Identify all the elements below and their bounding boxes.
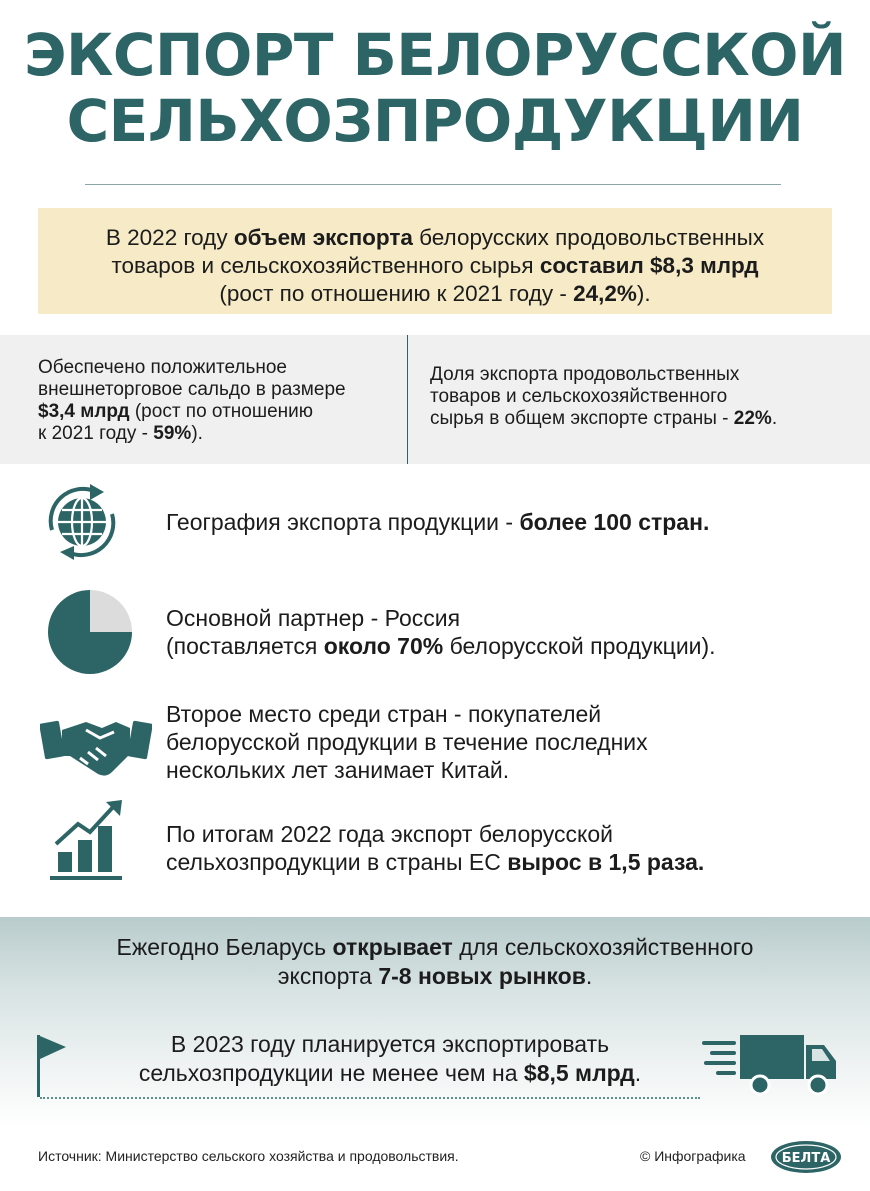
truck-icon bbox=[700, 1029, 840, 1099]
handshake-icon bbox=[40, 708, 152, 784]
share-text: сырья в общем экспорте страны - bbox=[430, 408, 734, 429]
lead-text: белорусских продовольственных bbox=[412, 225, 765, 250]
balance-line-4 bbox=[38, 423, 398, 445]
balance-line-1: Обеспечено положительное bbox=[38, 357, 287, 378]
china-line-3: нескольких лет занимает Китай. bbox=[166, 757, 510, 783]
share-value: 22% bbox=[733, 408, 772, 429]
title-divider bbox=[85, 184, 781, 185]
globe-arrows-icon bbox=[38, 478, 126, 566]
logo-text: БЕЛТА bbox=[781, 1151, 831, 1166]
plan-dotted-line bbox=[40, 1097, 700, 1099]
plan-target: $8,5 млрд bbox=[523, 1060, 635, 1086]
title-line-1: ЭКСПОРТ БЕЛОРУССКОЙ bbox=[23, 21, 847, 89]
balance-line-2: внешнеторговое сальдо в размере bbox=[38, 379, 346, 400]
growth-chart-icon bbox=[48, 798, 128, 882]
balance-text: (рост по отношению bbox=[129, 401, 314, 422]
lead-text: товаров и сельскохозяйственного сырья bbox=[111, 253, 540, 278]
belta-logo bbox=[770, 1139, 842, 1175]
china-text bbox=[166, 700, 648, 784]
share-line-3 bbox=[430, 408, 850, 430]
page-title bbox=[0, 22, 870, 154]
lead-line-2 bbox=[38, 252, 832, 280]
annual-line-2 bbox=[0, 962, 870, 991]
lead-highlight: 24,2% bbox=[573, 281, 637, 306]
lead-text: (рост по отношению к 2021 году - bbox=[219, 281, 574, 306]
stats-divider bbox=[407, 335, 408, 464]
lead-text: ). bbox=[636, 281, 651, 306]
balance-line-3 bbox=[38, 401, 398, 423]
plan-text-part: . bbox=[634, 1060, 642, 1086]
export-share-stat bbox=[430, 364, 850, 430]
partner-line-1: Основной партнер - Россия bbox=[166, 605, 461, 631]
annual-text: для сельскохозяйственного bbox=[452, 934, 754, 960]
annual-highlight: открывает bbox=[332, 934, 453, 960]
pie-chart-icon bbox=[44, 588, 136, 676]
plan-line-1: В 2023 году планируется экспортировать bbox=[170, 1031, 610, 1057]
source-note: Источник: Министерство сельского хозяйства и продовольствия. bbox=[38, 1148, 459, 1164]
share-line-1: Доля экспорта продовольственных bbox=[430, 364, 740, 385]
plan-text-part: сельхозпродукции не менее чем на bbox=[138, 1060, 524, 1086]
partner-line-2 bbox=[166, 632, 716, 660]
annual-line-1 bbox=[0, 933, 870, 962]
flag-icon bbox=[34, 1033, 68, 1099]
eu-growth: вырос в 1,5 раза. bbox=[507, 849, 705, 875]
partner-text-part: белорусской продукции). bbox=[443, 633, 716, 659]
new-markets-text bbox=[0, 933, 870, 991]
annual-text: экспорта bbox=[277, 963, 379, 989]
lead-highlight: составил $8,3 млрд bbox=[539, 253, 759, 278]
lead-text: В 2022 году bbox=[105, 225, 234, 250]
stats-panel bbox=[0, 335, 870, 464]
eu-line-1: По итогам 2022 года экспорт белорусской bbox=[166, 821, 613, 847]
outlook-panel bbox=[0, 917, 870, 1129]
plan-text bbox=[80, 1030, 700, 1088]
copyright-note: © Инфографика bbox=[640, 1148, 746, 1164]
lead-highlight: объем экспорта bbox=[233, 225, 413, 250]
balance-text: ). bbox=[191, 423, 203, 444]
share-text: . bbox=[771, 408, 778, 429]
china-line-2: белорусской продукции в течение последних bbox=[166, 729, 648, 755]
balance-value: $3,4 млрд bbox=[38, 401, 130, 422]
lead-box bbox=[38, 208, 832, 314]
geography-text bbox=[166, 508, 709, 536]
plan-line-2 bbox=[80, 1059, 700, 1088]
lead-line-3 bbox=[38, 280, 832, 308]
annual-text: . bbox=[585, 963, 593, 989]
annual-highlight: 7-8 новых рынков bbox=[378, 963, 586, 989]
lead-line-1 bbox=[38, 224, 832, 252]
balance-growth: 59% bbox=[153, 423, 192, 444]
balance-text: к 2021 году - bbox=[38, 423, 154, 444]
eu-text bbox=[166, 820, 704, 876]
title-line-2: СЕЛЬХОЗПРОДУКЦИИ bbox=[66, 87, 804, 155]
partner-text-part: (поставляется bbox=[166, 633, 324, 659]
share-line-2: товаров и сельскохозяйственного bbox=[430, 386, 728, 407]
eu-line-2 bbox=[166, 848, 704, 876]
annual-text: Ежегодно Беларусь bbox=[116, 934, 333, 960]
china-line-1: Второе место среди стран - покупателей bbox=[166, 701, 602, 727]
eu-text-part: сельхозпродукции в страны ЕС bbox=[166, 849, 508, 875]
geography-label: География экспорта продукции - bbox=[166, 509, 520, 535]
trade-balance-stat bbox=[38, 357, 398, 445]
partner-share: около 70% bbox=[323, 633, 444, 659]
partner-text bbox=[166, 604, 716, 660]
geography-value: более 100 стран. bbox=[519, 509, 710, 535]
